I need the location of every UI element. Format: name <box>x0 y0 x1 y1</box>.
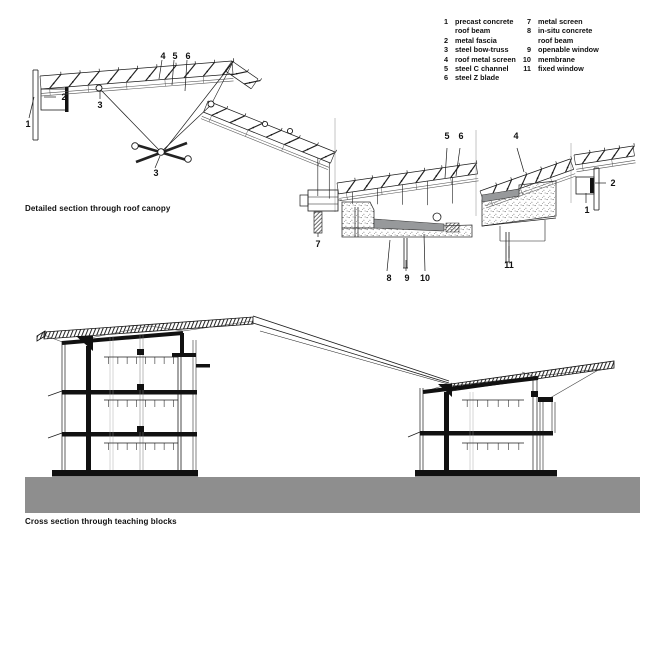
callout-6-a: 6 <box>185 51 191 61</box>
legend-num: 1 <box>443 17 448 26</box>
legend-label: metal screen <box>538 17 583 26</box>
caption-teaching-blocks: Cross section through teaching blocks <box>25 517 177 526</box>
legend-label: steel Z blade <box>455 73 500 83</box>
legend-label: membrane <box>538 54 575 64</box>
legend-label: fixed window <box>538 64 584 74</box>
legend-item <box>440 45 519 54</box>
callout-3-joint: 3 <box>97 100 103 110</box>
callout-1-right: 1 <box>584 205 590 215</box>
legend-item <box>440 73 519 82</box>
legend-num: 4 <box>443 54 448 64</box>
callout-2-left: 2 <box>61 92 67 102</box>
legend-label: openable window <box>538 45 599 55</box>
legend-label: in-situ concrete roof beam <box>538 26 593 45</box>
callout-2-right: 2 <box>610 178 616 188</box>
legend-item <box>440 36 519 45</box>
callout-1-left: 1 <box>25 119 31 129</box>
legend-label: steel bow-truss <box>455 45 509 55</box>
legend-item <box>440 64 519 73</box>
legend-item <box>440 17 519 36</box>
callout-4-b: 4 <box>513 131 519 141</box>
legend-num: 9 <box>526 45 531 55</box>
legend-num: 7 <box>526 17 531 26</box>
legend-num: 6 <box>443 73 448 83</box>
legend-label: roof metal screen <box>455 54 516 64</box>
callout-4-a: 4 <box>160 51 166 61</box>
legend-label: metal fascia <box>455 35 497 45</box>
legend-num: 3 <box>443 45 448 55</box>
callout-3-truss: 3 <box>153 168 159 178</box>
callout-9: 9 <box>404 273 410 283</box>
legend-item <box>519 45 600 54</box>
legend-label: precast concrete roof beam <box>455 17 514 36</box>
legend-num: 5 <box>443 64 448 74</box>
legend-column-2 <box>519 17 600 73</box>
callout-5-a: 5 <box>172 51 178 61</box>
legend-item <box>519 55 600 64</box>
legend-item <box>440 55 519 64</box>
callout-10: 10 <box>419 273 430 283</box>
legend-item <box>519 64 600 73</box>
legend-num: 10 <box>522 54 531 64</box>
legend-num: 8 <box>526 26 531 36</box>
callout-7: 7 <box>315 239 321 249</box>
legend-num: 2 <box>443 35 448 45</box>
legend-label: steel C channel <box>455 64 509 74</box>
callout-5-b: 5 <box>444 131 450 141</box>
callout-8: 8 <box>386 273 392 283</box>
legend-column-1 <box>440 17 519 83</box>
callout-6-b: 6 <box>458 131 464 141</box>
legend-num: 11 <box>523 64 531 74</box>
legend-item <box>519 17 600 26</box>
caption-roof-canopy: Detailed section through roof canopy <box>25 204 171 213</box>
callout-11: 11 <box>504 260 514 270</box>
legend-item <box>519 26 600 45</box>
